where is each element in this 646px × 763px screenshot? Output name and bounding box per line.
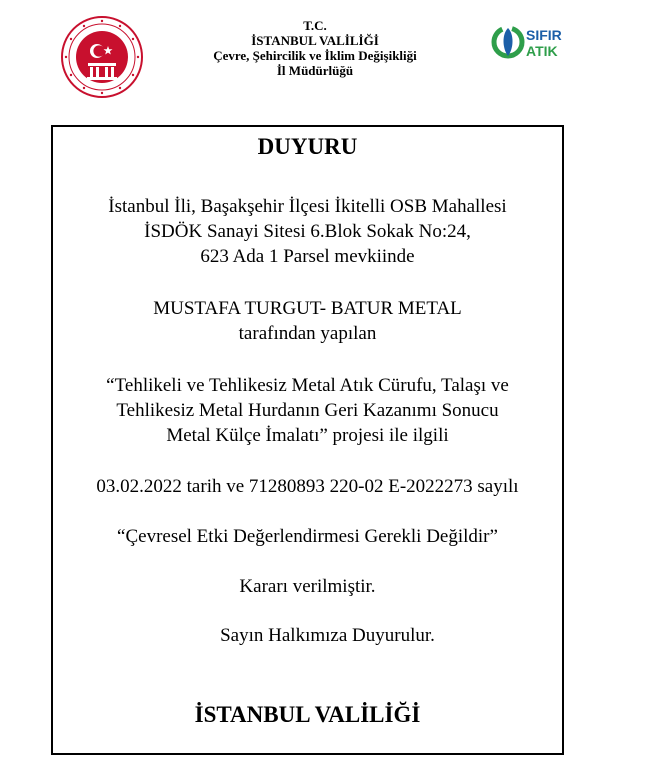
sifir-atik-logo-icon <box>490 18 568 70</box>
ministry-seal-icon <box>60 15 144 99</box>
sifir-text: SIFIR <box>526 27 562 43</box>
decision-text: “Çevresel Etki Değerlendirmesi Gerekli Değildir” <box>117 526 498 547</box>
signature-title: İSTANBUL VALİLİĞİ <box>194 702 421 727</box>
announce-text: Sayın Halkımıza Duyurulur. <box>220 625 435 646</box>
header-line-il-mudurlugu: İl Müdürlüğü <box>276 63 354 78</box>
reference-text: 03.02.2022 tarih ve 71280893 220-02 E-2022273 sayılı <box>96 476 519 497</box>
project-line-1: “Tehlikeli ve Tehlikesiz Metal Atık Cürufu, Talaşı ve <box>106 375 509 396</box>
address-line-3: 623 Ada 1 Parsel mevkiinde <box>200 246 415 267</box>
address-line-1: İstanbul İli, Başakşehir İlçesi İkitelli OSB Mahallesi <box>108 196 507 217</box>
by-text: tarafından yapılan <box>238 323 377 344</box>
institution-heading <box>150 18 480 78</box>
header-line-directorate: Çevre, Şehircilik ve İklim Değişikliği <box>213 48 417 63</box>
document-header <box>0 0 646 110</box>
announcement-title: DUYURU <box>257 134 358 159</box>
atik-text: ATIK <box>526 43 558 59</box>
announcement-box <box>51 125 564 755</box>
project-line-3: Metal Külçe İmalatı” projesi ile ilgili <box>166 425 449 446</box>
project-line-2: Tehlikesiz Metal Hurdanın Geri Kazanımı Sonucu <box>116 400 499 421</box>
header-line-valilik: İSTANBUL VALİLİĞİ <box>251 33 379 48</box>
header-line-tc: T.C. <box>303 18 327 33</box>
company-name: MUSTAFA TURGUT- BATUR METAL <box>153 298 462 319</box>
result-text: Kararı verilmiştir. <box>239 576 376 597</box>
address-line-2: İSDÖK Sanayi Sitesi 6.Blok Sokak No:24, <box>144 221 471 242</box>
